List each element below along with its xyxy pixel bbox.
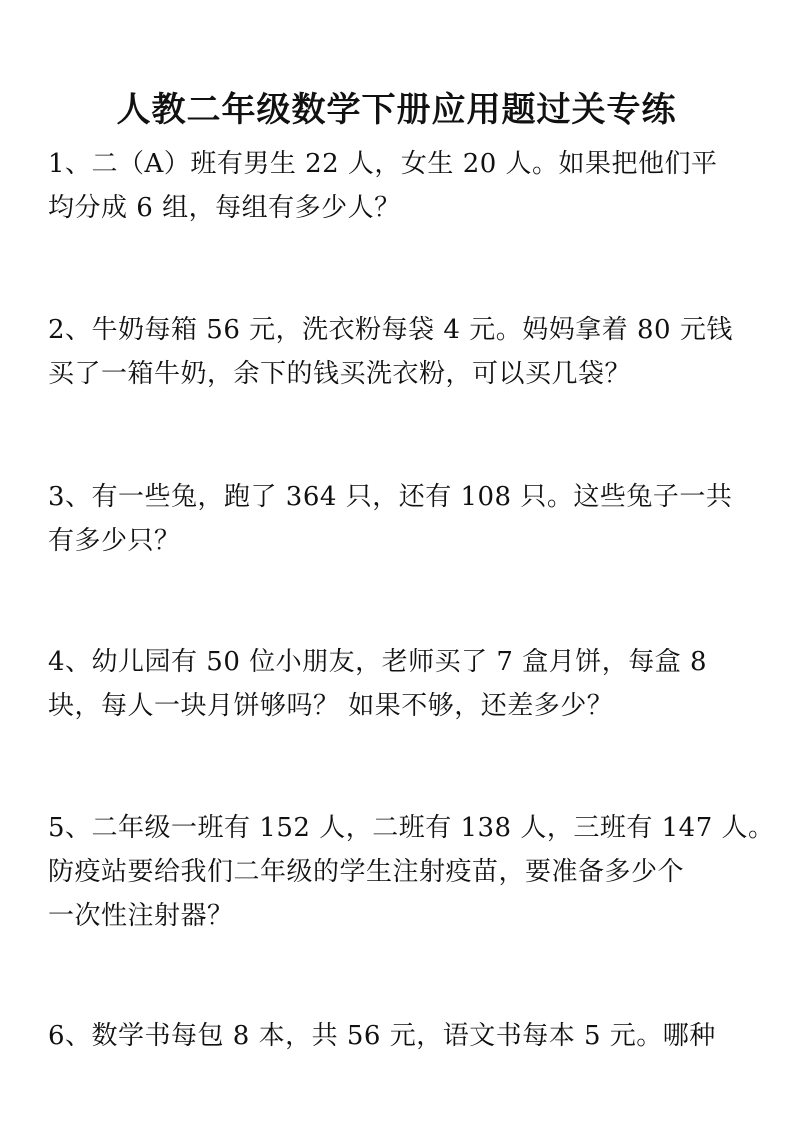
question-6 xyxy=(48,1014,760,1058)
question-5-line-3: 一次性注射器？ xyxy=(48,901,234,931)
question-4 xyxy=(48,640,760,728)
page-title: 人教二年级数学下册应用题过关专练 xyxy=(116,90,677,130)
question-4-line-1: 4、幼儿园有 50 位小朋友，老师买了 7 盒月饼，每盒 8 xyxy=(48,647,708,677)
question-3-line-1: 3、有一些兔，跑了 364 只，还有 108 只。这些兔子一共 xyxy=(48,482,733,512)
question-1 xyxy=(48,142,760,230)
question-4-line-2: 块，每人一块月饼够吗？ 如果不够，还差多少？ xyxy=(48,691,614,721)
question-6-line-1: 6、数学书每包 8 本，共 56 元，语文书每本 5 元。哪种 xyxy=(48,1021,716,1051)
question-2-line-2: 买了一箱牛奶，余下的钱买洗衣粉，可以买几袋？ xyxy=(48,359,632,389)
question-1-line-1: 1、二（A）班有男生 22 人，女生 20 人。如果把他们平 xyxy=(48,149,718,179)
question-5-line-2: 防疫站要给我们二年级的学生注射疫苗，要准备多少个 xyxy=(48,857,685,887)
question-3-line-2: 有多少只？ xyxy=(48,526,181,556)
question-2 xyxy=(48,308,760,396)
question-1-line-2: 均分成 6 组，每组有多少人？ xyxy=(48,193,401,223)
question-5-line-1: 5、二年级一班有 152 人，二班有 138 人，三班有 147 人。 xyxy=(48,813,775,843)
question-3 xyxy=(48,475,760,563)
question-2-line-1: 2、牛奶每箱 56 元，洗衣粉每袋 4 元。妈妈拿着 80 元钱 xyxy=(48,315,733,345)
question-5 xyxy=(48,806,775,938)
